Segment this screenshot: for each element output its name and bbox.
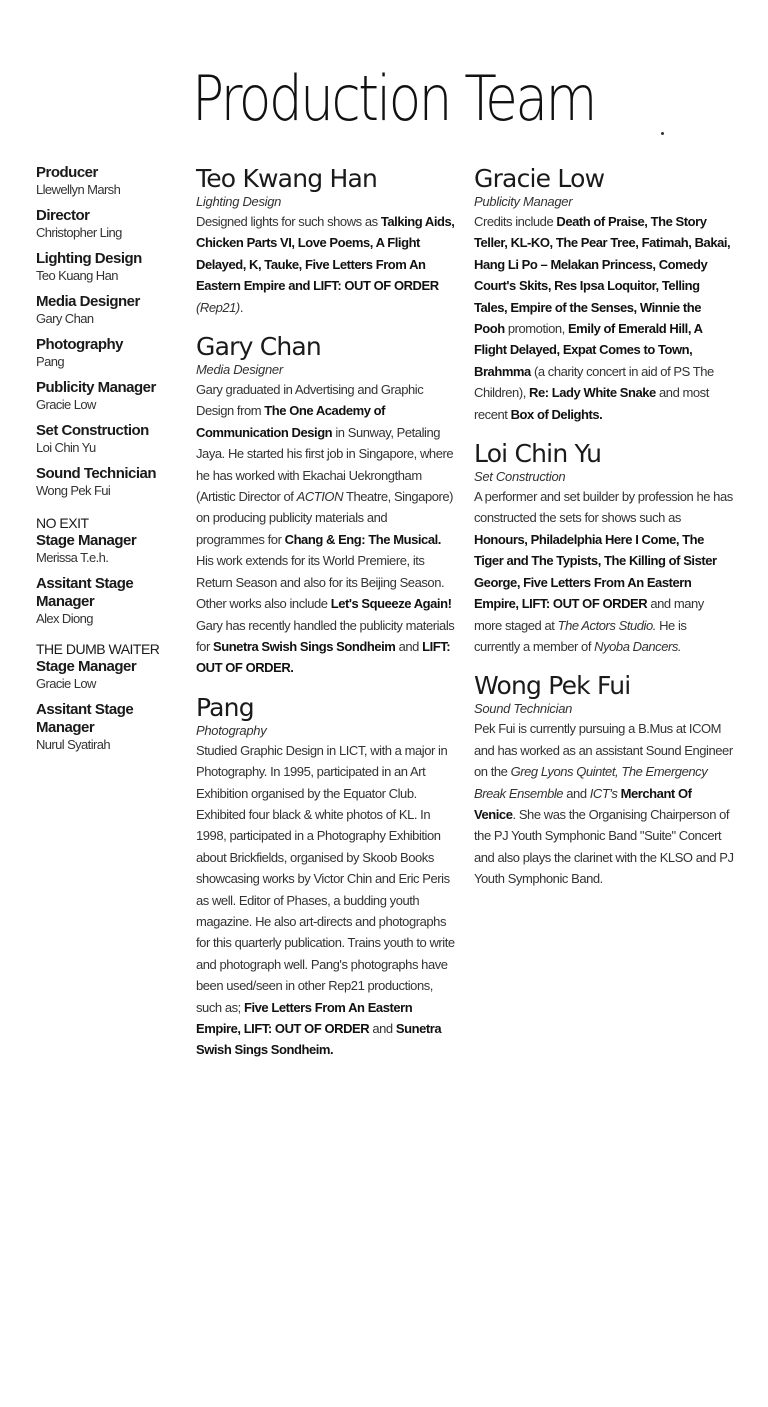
credit-name: Teo Kuang Han xyxy=(36,268,118,283)
credit-item xyxy=(36,379,186,413)
credit-role: Assitant Stage Manager xyxy=(36,575,134,610)
bio-text: A performer and set builder by profession he has constructed the sets for shows such as Honours, Philadelphia Here I Come, The Tiger and The Typists, The Killing of Sister George, Five Letters From An Eastern Empire, LIFT: OUT OF ORDER and many more staged at The Actors Studio. He is currently a member of Nyoba Dancers. xyxy=(474,489,733,654)
credit-item xyxy=(36,575,186,627)
bio-text: Gary graduated in Advertising and Graphic Design from The One Academy of Communication Design in Sunway, Petaling Jaya. He started his first job in Singapore, where he has worked with Ekachai Uekrongtham (Artistic Director of ACTION Theatre, Singapore) on producing publicity materials and programmes for Chang & Eng: The Musical. His work extends for its World Premiere, its Return Season and also for its Beijing Season. Other works also include Let's Squeeze Again! Gary has recently handled the publicity materials for Sunetra Swish Sings Sondheim and LIFT: OUT OF ORDER. xyxy=(196,382,455,676)
credit-role: Stage Manager xyxy=(36,532,137,549)
bio-loi xyxy=(474,439,734,657)
credit-item xyxy=(36,207,186,241)
group-heading: THE DUMB WAITER xyxy=(36,641,160,657)
bio-wong xyxy=(474,671,734,889)
credit-role: Director xyxy=(36,207,90,224)
credit-role: Set Construction xyxy=(36,422,149,439)
bio-role: Photography xyxy=(196,722,267,738)
credit-role: Producer xyxy=(36,164,98,181)
credit-item xyxy=(36,532,186,566)
credit-item xyxy=(36,422,186,456)
bio-name: Gary Chan xyxy=(196,332,321,362)
bio-role: Lighting Design xyxy=(196,194,282,209)
bio-name: Wong Pek Fui xyxy=(474,671,631,701)
bio-name: Pang xyxy=(196,692,254,722)
credit-role: Publicity Manager xyxy=(36,379,156,396)
bio-role: Publicity Manager xyxy=(474,194,573,209)
credit-item xyxy=(36,701,186,753)
bio-text: Studied Graphic Design in LICT, with a major in Photography. In 1995, participated in an Art Exhibition organised by the Equator Club. Exhibited four black & white photos of KL. In 1998, participated in a Photography Exhibition about Brickfields, organised by Skoob Books showcasing works by Victor Chin and Eric Peris as well. Editor of Phases, a budding youth magazine. He also art-directs and photographs for this quarterly publication. Trains youth to write and photograph well. Pang's photographs have been used/seen in other Rep21 productions, such as; Five Letters From An Eastern Empire, LIFT: OUT OF ORDER and Sunetra Swish Sings Sondheim. xyxy=(196,742,455,1058)
bio-pang xyxy=(196,693,456,1061)
credit-item xyxy=(36,336,186,370)
bio-role: Sound Technician xyxy=(474,701,573,717)
credit-name: Gary Chan xyxy=(36,311,94,326)
credit-name: Nurul Syatirah xyxy=(36,737,110,752)
speck-mark xyxy=(661,132,664,135)
credit-role: Stage Manager xyxy=(36,658,137,675)
credit-name: Christopher Ling xyxy=(36,225,122,240)
bio-name: Gracie Low xyxy=(474,164,605,193)
bio-gracie xyxy=(474,164,734,425)
credit-item xyxy=(36,164,186,198)
credit-role: Assitant Stage Manager xyxy=(36,701,134,736)
credits-list xyxy=(36,164,186,762)
page-title: Production Team xyxy=(192,62,595,135)
bio-name: Teo Kwang Han xyxy=(196,164,378,193)
bio-text: Pek Fui is currently pursuing a B.Mus at ICOM and has worked as an assistant Sound Engineer on the Greg Lyons Quintet, The Emergency Break Ensemble and ICT's Merchant Of Venice. She was the Organising Chairperson of the PJ Youth Symphonic Band "Suite" Concert and also plays the clarinet with the KLSO and PJ Youth Symphonic Band. xyxy=(474,721,734,887)
bio-gary xyxy=(196,332,456,679)
bio-text: Credits include Death of Praise, The Story Teller, KL-KO, The Pear Tree, Fatimah, Bakai, Hang Li Po – Melakan Princess, Comedy Court's Skits, Res Ipsa Loquitor, Telling Tales, Empire of the Senses, Winnie the Pooh promotion, Emily of Emerald Hill, A Flight Delayed, Expat Comes to Town, Brahmma (a charity concert in aid of PS The Children), Re: Lady White Snake and most recent Box of Delights. xyxy=(474,214,731,422)
credit-name: Gracie Low xyxy=(36,397,96,412)
credit-name: Alex Diong xyxy=(36,611,93,626)
group-heading: NO EXIT xyxy=(36,515,89,531)
credit-item xyxy=(36,465,186,499)
credit-item xyxy=(36,293,186,327)
bio-name: Loi Chin Yu xyxy=(474,439,602,469)
credit-name: Pang xyxy=(36,354,64,369)
credit-name: Gracie Low xyxy=(36,676,96,691)
bio-text: Designed lights for such shows as Talking Aids, Chicken Parts VI, Love Poems, A Flight Delayed, K, Tauke, Five Letters From An Eastern Empire and LIFT: OUT OF ORDER (Rep21). xyxy=(196,214,455,315)
bio-teo xyxy=(196,164,456,318)
credit-name: Wong Pek Fui xyxy=(36,483,111,498)
credit-name: Loi Chin Yu xyxy=(36,440,96,455)
bio-role: Media Designer xyxy=(196,362,283,378)
credit-role: Photography xyxy=(36,336,123,353)
bio-role: Set Construction xyxy=(474,469,566,485)
credit-role: Lighting Design xyxy=(36,250,142,267)
bio-column-middle xyxy=(196,164,456,1075)
credit-name: Merissa T.e.h. xyxy=(36,550,109,565)
credit-item xyxy=(36,250,186,284)
bio-column-right xyxy=(474,164,734,904)
credit-item xyxy=(36,658,186,692)
credit-role: Media Designer xyxy=(36,293,140,310)
credit-name: Llewellyn Marsh xyxy=(36,182,121,197)
credit-role: Sound Technician xyxy=(36,465,157,482)
